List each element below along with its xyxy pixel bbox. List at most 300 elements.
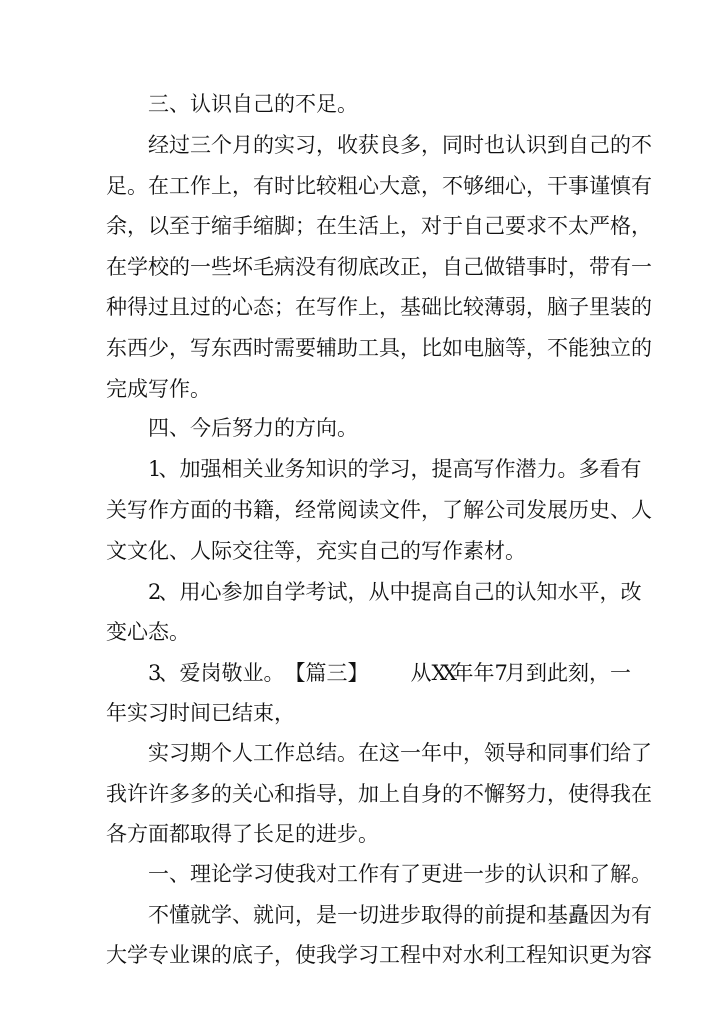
text-glyph: 此 xyxy=(547,661,568,685)
text-glyph: 础 xyxy=(421,295,442,319)
text-glyph: 了 xyxy=(232,822,253,846)
text-glyph: 缩 xyxy=(211,214,232,238)
text-glyph: 学 xyxy=(127,943,148,967)
text-glyph: 。 xyxy=(631,862,652,886)
text-glyph: 认 xyxy=(515,580,537,604)
text-glyph: 际 xyxy=(211,539,232,563)
text-glyph: 领 xyxy=(484,741,505,765)
text-glyph: 足 xyxy=(106,174,127,198)
text-glyph: 于 xyxy=(190,214,211,238)
text-glyph: 立 xyxy=(610,336,631,360)
paragraph-line xyxy=(0,247,720,287)
text-glyph: 作 xyxy=(148,498,169,522)
text-glyph: 人 xyxy=(631,498,652,522)
text-glyph: 习 xyxy=(389,457,411,481)
text-glyph: 大 xyxy=(106,943,127,967)
text-glyph: 切 xyxy=(358,903,379,927)
text-glyph: 一 xyxy=(190,255,211,279)
text-glyph: 年 xyxy=(452,661,474,685)
text-glyph: 独 xyxy=(589,336,610,360)
text-glyph: 总 xyxy=(295,741,316,765)
text-glyph: 导 xyxy=(316,782,337,806)
text-glyph: ， xyxy=(463,741,484,765)
text-glyph: 1 xyxy=(148,457,162,481)
text-glyph: 一 xyxy=(631,255,652,279)
text-glyph: 到 xyxy=(526,661,547,685)
text-glyph: 一 xyxy=(148,862,169,886)
text-glyph: 为 xyxy=(610,943,631,967)
text-glyph: ， xyxy=(295,539,316,563)
text-glyph: 更 xyxy=(589,943,610,967)
text-glyph: 在 xyxy=(358,741,379,765)
text-glyph: 慎 xyxy=(610,174,631,198)
text-glyph: 了 xyxy=(442,498,463,522)
text-glyph: 取 xyxy=(190,822,211,846)
text-glyph: 写 xyxy=(127,498,148,522)
text-glyph: 要 xyxy=(295,336,316,360)
text-glyph: 工 xyxy=(358,336,379,360)
text-glyph: 在 xyxy=(106,255,127,279)
text-glyph: 足 xyxy=(316,92,337,116)
text-glyph: 做 xyxy=(484,255,505,279)
text-glyph: 间 xyxy=(190,701,211,725)
text-glyph: 大 xyxy=(379,174,400,198)
text-glyph: 有 xyxy=(631,174,652,198)
text-glyph: 多 xyxy=(190,782,211,806)
text-glyph: 上 xyxy=(379,782,400,806)
text-glyph: 进 xyxy=(379,903,400,927)
text-glyph: 课 xyxy=(190,943,211,967)
text-glyph: 时 xyxy=(253,336,274,360)
text-glyph: 、 xyxy=(169,92,190,116)
text-glyph: 、 xyxy=(158,661,180,685)
text-glyph: 就 xyxy=(190,903,211,927)
text-glyph: 在 xyxy=(316,214,337,238)
text-glyph: 脚 xyxy=(274,214,295,238)
text-glyph: 粗 xyxy=(337,174,358,198)
text-glyph: 较 xyxy=(316,174,337,198)
text-glyph: 改 xyxy=(379,255,400,279)
text-glyph: 的 xyxy=(211,498,232,522)
text-glyph: 就 xyxy=(253,903,274,927)
text-glyph: 事 xyxy=(568,741,589,765)
paragraph-line xyxy=(0,206,720,246)
text-glyph: ， xyxy=(127,214,148,238)
text-glyph: 时 xyxy=(463,133,484,157)
text-glyph: 西 xyxy=(127,336,148,360)
text-glyph: 已 xyxy=(211,701,232,725)
text-glyph: 得 xyxy=(127,295,148,319)
text-glyph: 结 xyxy=(232,701,253,725)
text-glyph: 自 xyxy=(263,580,285,604)
text-glyph: 的 xyxy=(494,580,516,604)
text-glyph: 的 xyxy=(274,416,295,440)
text-glyph: 不 xyxy=(148,903,169,927)
text-glyph: 高 xyxy=(452,457,474,481)
text-glyph: 脑 xyxy=(547,295,568,319)
text-glyph: 实 xyxy=(337,539,358,563)
text-glyph: 心 xyxy=(127,620,148,644)
text-glyph: X xyxy=(442,661,457,685)
text-glyph: 读 xyxy=(358,498,379,522)
text-glyph: 缩 xyxy=(253,214,274,238)
text-glyph: 参 xyxy=(221,580,243,604)
text-glyph: 求 xyxy=(526,214,547,238)
text-glyph: 了 xyxy=(631,741,652,765)
text-glyph: 一 xyxy=(610,661,631,685)
paragraph-line xyxy=(0,449,720,489)
text-glyph: 态 xyxy=(148,620,169,644)
text-glyph: 识 xyxy=(211,92,232,116)
text-glyph: 进 xyxy=(316,822,337,846)
text-glyph: 我 xyxy=(610,782,631,806)
text-glyph: 活 xyxy=(358,214,379,238)
text-glyph: 自 xyxy=(400,782,421,806)
text-glyph: 作 xyxy=(274,741,295,765)
text-glyph: 利 xyxy=(484,943,505,967)
text-glyph: 得 xyxy=(442,903,463,927)
text-glyph: 【 xyxy=(284,661,306,685)
text-glyph: 东 xyxy=(211,336,232,360)
text-glyph: 年 xyxy=(106,701,127,725)
paragraph-line xyxy=(0,408,720,448)
text-glyph: 和 xyxy=(526,903,547,927)
text-glyph: 己 xyxy=(379,539,400,563)
text-glyph: 得 xyxy=(211,822,232,846)
text-glyph: 格 xyxy=(610,214,631,238)
text-glyph: 、 xyxy=(610,498,631,522)
text-glyph: 步 xyxy=(400,903,421,927)
text-glyph: 方 xyxy=(127,822,148,846)
text-glyph: 等 xyxy=(274,539,295,563)
text-glyph: 年 xyxy=(421,741,442,765)
text-glyph: 变 xyxy=(106,620,127,644)
text-glyph: 发 xyxy=(526,498,547,522)
text-glyph: 、 xyxy=(169,862,190,886)
text-glyph: 意 xyxy=(400,174,421,198)
text-glyph: 在 xyxy=(295,295,316,319)
text-glyph: 自 xyxy=(442,255,463,279)
text-glyph: 的 xyxy=(347,457,369,481)
text-glyph: 关 xyxy=(106,498,127,522)
text-glyph: 容 xyxy=(631,943,652,967)
text-glyph: 以 xyxy=(148,214,169,238)
text-glyph: 于 xyxy=(442,214,463,238)
text-glyph: 同 xyxy=(442,133,463,157)
text-glyph: 认 xyxy=(190,92,211,116)
text-glyph: 为 xyxy=(610,903,631,927)
text-glyph: 努 xyxy=(505,782,526,806)
text-glyph: 的 xyxy=(505,862,526,886)
text-glyph: 对 xyxy=(316,862,337,886)
text-glyph: ； xyxy=(295,214,316,238)
text-glyph: 。 xyxy=(169,620,190,644)
text-glyph: 常 xyxy=(316,498,337,522)
text-glyph: 的 xyxy=(400,539,421,563)
text-glyph: 长 xyxy=(253,822,274,846)
text-glyph: 了 xyxy=(589,862,610,886)
text-glyph: 中 xyxy=(442,741,463,765)
text-glyph: 面 xyxy=(190,498,211,522)
text-glyph: ， xyxy=(316,133,337,157)
text-glyph: 。 xyxy=(127,174,148,198)
text-glyph: 】 xyxy=(347,661,369,685)
text-glyph: 给 xyxy=(610,741,631,765)
text-glyph: 方 xyxy=(169,498,190,522)
text-glyph: 结 xyxy=(316,741,337,765)
text-glyph: 加 xyxy=(242,580,264,604)
text-glyph: 时 xyxy=(169,701,190,725)
text-glyph: 没 xyxy=(295,255,316,279)
text-glyph: ， xyxy=(421,498,442,522)
text-glyph: 3 xyxy=(148,661,162,685)
text-glyph: 实 xyxy=(127,701,148,725)
text-glyph: 一 xyxy=(337,903,358,927)
text-glyph: 工 xyxy=(505,943,526,967)
text-glyph: 都 xyxy=(169,822,190,846)
text-glyph: 习 xyxy=(148,701,169,725)
text-glyph: 今 xyxy=(190,416,211,440)
text-glyph: 底 xyxy=(358,255,379,279)
text-glyph: 理 xyxy=(190,862,211,886)
text-glyph: 展 xyxy=(547,498,568,522)
text-glyph: 得 xyxy=(589,782,610,806)
text-glyph: 对 xyxy=(421,214,442,238)
text-glyph: ， xyxy=(568,255,589,279)
text-glyph: 有 xyxy=(379,862,400,886)
text-glyph: 有 xyxy=(316,255,337,279)
text-glyph: 水 xyxy=(557,580,579,604)
text-glyph: 解 xyxy=(463,498,484,522)
text-glyph: 敬 xyxy=(221,661,243,685)
text-glyph: 加 xyxy=(358,782,379,806)
text-glyph: 至 xyxy=(169,214,190,238)
text-glyph: 辅 xyxy=(316,336,337,360)
text-glyph: ， xyxy=(337,782,358,806)
text-glyph: 心 xyxy=(505,174,526,198)
text-glyph: 和 xyxy=(274,782,295,806)
text-glyph: 时 xyxy=(547,255,568,279)
paragraph-line xyxy=(0,84,720,124)
text-glyph: 识 xyxy=(568,943,589,967)
text-glyph: 三 xyxy=(190,133,211,157)
text-glyph: 里 xyxy=(589,295,610,319)
text-glyph: 和 xyxy=(526,741,547,765)
text-glyph: 己 xyxy=(253,92,274,116)
text-glyph: 态 xyxy=(253,295,274,319)
text-glyph: 、 xyxy=(169,416,190,440)
text-glyph: ； xyxy=(274,295,295,319)
text-glyph: 文 xyxy=(106,539,127,563)
text-glyph: ， xyxy=(547,782,568,806)
text-glyph: 历 xyxy=(568,498,589,522)
text-glyph: 程 xyxy=(400,943,421,967)
text-glyph: ， xyxy=(421,174,442,198)
text-glyph: 使 xyxy=(568,782,589,806)
text-glyph: 工 xyxy=(169,174,190,198)
text-glyph: 史 xyxy=(589,498,610,522)
paragraph-line xyxy=(0,854,720,894)
text-glyph: 坏 xyxy=(232,255,253,279)
text-glyph: 在 xyxy=(148,174,169,198)
text-glyph: 力 xyxy=(526,782,547,806)
text-glyph: 的 xyxy=(463,903,484,927)
text-glyph: ， xyxy=(347,580,369,604)
text-glyph: 人 xyxy=(190,539,211,563)
text-glyph: ， xyxy=(410,457,432,481)
text-glyph: 生 xyxy=(337,214,358,238)
text-glyph: 具 xyxy=(379,336,400,360)
text-glyph: 的 xyxy=(253,133,274,157)
text-glyph: 加 xyxy=(179,457,201,481)
text-glyph: 从 xyxy=(368,580,390,604)
text-glyph: 习 xyxy=(169,741,190,765)
text-glyph: 心 xyxy=(358,174,379,198)
text-glyph: 认 xyxy=(505,133,526,157)
text-glyph: 作 xyxy=(169,377,190,401)
text-glyph: 考 xyxy=(305,580,327,604)
text-glyph: 过 xyxy=(148,295,169,319)
text-glyph: 谨 xyxy=(589,174,610,198)
text-glyph: 看 xyxy=(599,457,621,481)
text-glyph: 学 xyxy=(284,580,306,604)
text-glyph: 比 xyxy=(421,336,442,360)
text-glyph: 一 xyxy=(400,741,421,765)
paragraph-line xyxy=(0,369,720,409)
text-glyph: 我 xyxy=(295,862,316,886)
text-glyph: 带 xyxy=(589,255,610,279)
text-glyph: 能 xyxy=(568,336,589,360)
text-glyph: 因 xyxy=(589,903,610,927)
text-glyph: 经 xyxy=(148,133,169,157)
paragraph-line xyxy=(0,531,720,571)
text-glyph: 些 xyxy=(211,255,232,279)
text-glyph: 个 xyxy=(211,741,232,765)
paragraph-line xyxy=(0,733,720,773)
text-glyph: 各 xyxy=(106,822,127,846)
text-glyph: 经 xyxy=(295,498,316,522)
text-glyph: 中 xyxy=(421,943,442,967)
text-glyph: 同 xyxy=(547,741,568,765)
text-glyph: 阅 xyxy=(337,498,358,522)
text-glyph: 多 xyxy=(400,133,421,157)
text-glyph: 习 xyxy=(295,133,316,157)
text-glyph: 指 xyxy=(295,782,316,806)
text-glyph: 的 xyxy=(274,92,295,116)
text-glyph: 。 xyxy=(337,416,358,440)
text-glyph: 步 xyxy=(337,822,358,846)
text-glyph: 比 xyxy=(442,295,463,319)
paragraph-line xyxy=(0,287,720,327)
text-glyph: ， xyxy=(274,943,295,967)
text-glyph: 细 xyxy=(484,174,505,198)
text-glyph: 不 xyxy=(631,133,652,157)
text-glyph: 7 xyxy=(494,661,508,685)
text-glyph: 知 xyxy=(547,943,568,967)
text-glyph: 脑 xyxy=(484,336,505,360)
text-glyph: 作 xyxy=(442,539,463,563)
text-glyph: 面 xyxy=(148,822,169,846)
text-glyph: 自 xyxy=(568,133,589,157)
text-glyph: 素 xyxy=(463,539,484,563)
text-glyph: 方 xyxy=(295,416,316,440)
text-glyph: 心 xyxy=(253,782,274,806)
text-glyph: 到 xyxy=(547,133,568,157)
text-glyph: 严 xyxy=(589,214,610,238)
text-glyph: 个 xyxy=(211,133,232,157)
text-glyph: ， xyxy=(589,661,610,685)
text-glyph: 电 xyxy=(463,336,484,360)
text-glyph: 化 xyxy=(148,539,169,563)
text-glyph: 水 xyxy=(463,943,484,967)
text-glyph: 干 xyxy=(547,174,568,198)
text-glyph: 写 xyxy=(190,336,211,360)
text-glyph: 良 xyxy=(379,133,400,157)
text-glyph: 需 xyxy=(274,336,295,360)
text-glyph: 提 xyxy=(431,457,453,481)
text-glyph: 了 xyxy=(400,862,421,886)
text-glyph: 的 xyxy=(169,255,190,279)
text-glyph: 有 xyxy=(631,903,652,927)
text-glyph: 毛 xyxy=(253,255,274,279)
text-glyph: 学 xyxy=(232,862,253,886)
text-glyph: 2 xyxy=(148,580,162,604)
text-glyph: 身 xyxy=(421,782,442,806)
text-glyph: 懈 xyxy=(484,782,505,806)
text-glyph: X xyxy=(431,661,447,685)
text-glyph: ， xyxy=(631,214,652,238)
text-glyph: 是 xyxy=(316,903,337,927)
text-glyph: 如 xyxy=(442,336,463,360)
text-glyph: 的 xyxy=(610,133,631,157)
text-glyph: 。 xyxy=(263,661,285,685)
text-glyph: 前 xyxy=(484,903,505,927)
text-glyph: 不 xyxy=(547,214,568,238)
text-glyph: 东 xyxy=(106,336,127,360)
text-glyph: 业 xyxy=(242,661,264,685)
text-glyph: 、 xyxy=(232,903,253,927)
text-glyph: 己 xyxy=(473,580,495,604)
text-glyph: 书 xyxy=(232,498,253,522)
paragraph-line xyxy=(0,653,720,693)
text-glyph: 病 xyxy=(274,255,295,279)
paragraph-line xyxy=(0,814,720,854)
text-glyph: 高 xyxy=(431,580,453,604)
text-glyph: 篇 xyxy=(305,661,327,685)
text-glyph: 等 xyxy=(505,336,526,360)
text-glyph: 多 xyxy=(578,457,600,481)
text-glyph: 写 xyxy=(421,539,442,563)
text-glyph: 相 xyxy=(221,457,243,481)
paragraph-line xyxy=(0,328,720,368)
text-glyph: 实 xyxy=(148,741,169,765)
text-glyph: 己 xyxy=(484,214,505,238)
text-glyph: 。 xyxy=(337,741,358,765)
text-glyph: 使 xyxy=(295,943,316,967)
text-glyph: 有 xyxy=(253,174,274,198)
text-glyph: 够 xyxy=(463,174,484,198)
text-glyph: ， xyxy=(526,295,547,319)
text-glyph: 上 xyxy=(379,214,400,238)
text-glyph: 试 xyxy=(326,580,348,604)
text-glyph: 公 xyxy=(484,498,505,522)
text-glyph: 许 xyxy=(148,782,169,806)
text-glyph: 力 xyxy=(253,416,274,440)
text-glyph: 月 xyxy=(505,661,526,685)
text-glyph: 问 xyxy=(274,903,295,927)
text-glyph: 向 xyxy=(316,416,337,440)
text-glyph: 力 xyxy=(536,457,558,481)
